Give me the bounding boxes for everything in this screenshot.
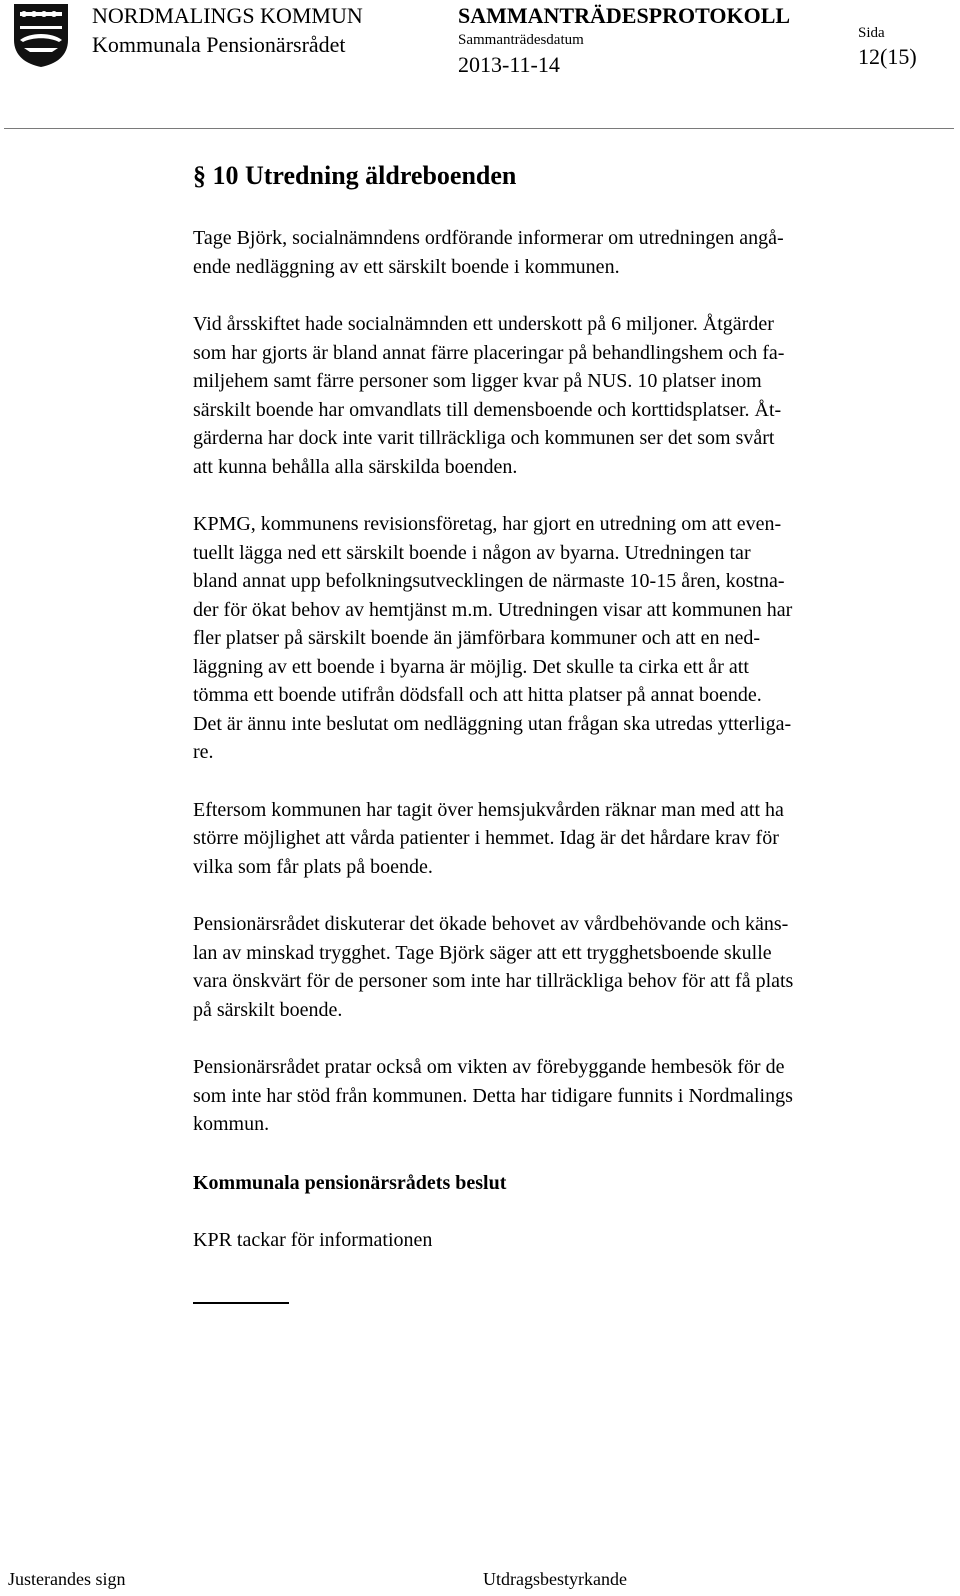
- paragraph: [193, 910, 945, 1024]
- paragraph: [193, 310, 945, 481]
- paragraph-line: der för ökat behov av hemtjänst m.m. Utredningen visar att kommunen har: [193, 598, 793, 621]
- document-type: SAMMANTRÄDESPROTOKOLL: [458, 3, 791, 28]
- page-label: Sida: [858, 25, 885, 41]
- paragraph-line: Eftersom kommunen har tagit över hemsjukvården räknar man med att ha: [193, 798, 784, 821]
- municipal-coat-of-arms-icon: [12, 2, 70, 68]
- paragraph-line: bland annat upp befolkningsutvecklingen de närmaste 10-15 åren, kostna-: [193, 570, 785, 592]
- paragraph-line: lan av minskad trygghet. Tage Björk säger att ett trygghetsboende skulle: [193, 941, 772, 964]
- section-end-rule: [193, 1302, 289, 1304]
- section-heading: § 10 Utredning äldreboenden: [193, 161, 517, 190]
- paragraph-line: som inte har stöd från kommunen. Detta har tidigare funnits i Nordmalings: [193, 1084, 793, 1107]
- paragraph-line: KPMG, kommunens revisionsföretag, har gjort en utredning om att even-: [193, 513, 782, 535]
- paragraph-line: läggning av ett boende i byarna är möjlig. Det skulle ta cirka ett år att: [193, 655, 749, 678]
- paragraph-line: miljehem samt färre personer som ligger kvar på NUS. 10 platser inom: [193, 370, 762, 392]
- paragraph-line: Det är ännu inte beslutat om nedläggning utan frågan ska utredas ytterliga-: [193, 712, 792, 735]
- meeting-date: 2013-11-14: [458, 52, 560, 77]
- paragraph-line: gärderna har dock inte varit tillräckliga och kommunen ser det som svårt: [193, 427, 775, 449]
- council-name: Kommunala Pensionärsrådet: [92, 32, 346, 57]
- paragraph: [193, 796, 945, 882]
- paragraph-line: Pensionärsrådet pratar också om vikten av förebyggande hembesök för de: [193, 1056, 785, 1078]
- paragraph: [193, 1053, 945, 1139]
- paragraph-line: att kunna behålla alla särskilda boenden.: [193, 455, 518, 478]
- paragraph-line: större möjlighet att vårda patienter i hemmet. Idag är det hårdare krav för: [193, 827, 779, 849]
- paragraph-line: fler platser på särskilt boende än jämförbara kommuner och att en ned-: [193, 627, 761, 649]
- paragraph-line: tömma ett boende utifrån dödsfall och att hitta platser på annat boende.: [193, 684, 762, 706]
- decision-heading: Kommunala pensionärsrådets beslut: [193, 1171, 507, 1194]
- paragraph-line: kommun.: [193, 1113, 270, 1135]
- header-divider: [4, 128, 954, 129]
- paragraph-line: på särskilt boende.: [193, 998, 343, 1021]
- paragraph-line: vara önskvärt för de personer som inte har tillräckliga behov för att få plats: [193, 970, 794, 992]
- paragraph-line: som har gjorts är bland annat färre placeringar på behandlingshem och fa-: [193, 341, 785, 364]
- paragraph-line: Vid årsskiftet hade socialnämnden ett underskott på 6 miljoner. Åtgärder: [193, 313, 774, 335]
- decision-text: KPR tackar för informationen: [193, 1228, 433, 1251]
- paragraph-line: re.: [193, 741, 214, 763]
- paragraph-line: Tage Björk, socialnämndens ordförande informerar om utredningen angå-: [193, 227, 784, 249]
- organization-name: NORDMALINGS KOMMUN: [92, 3, 363, 28]
- paragraph-line: särskilt boende har omvandlats till demensboende och korttidsplatser. Åt-: [193, 398, 782, 421]
- protocol-section: [193, 158, 945, 1255]
- meeting-date-label: Sammanträdesdatum: [458, 32, 584, 48]
- paragraph-line: ende nedläggning av ett särskilt boende i kommunen.: [193, 255, 620, 278]
- certificate-label: Utdragsbestyrkande: [483, 1569, 627, 1589]
- paragraph-line: tuellt lägga ned ett särskilt boende i någon av byarna. Utredningen tar: [193, 541, 751, 564]
- paragraph-line: Pensionärsrådet diskuterar det ökade behovet av vårdbehövande och käns-: [193, 913, 789, 935]
- page-number: 12(15): [858, 44, 917, 69]
- signature-label: Justerandes sign: [8, 1569, 126, 1589]
- paragraph: [193, 224, 945, 281]
- paragraph-line: vilka som får plats på boende.: [193, 855, 433, 878]
- paragraph: [193, 510, 945, 767]
